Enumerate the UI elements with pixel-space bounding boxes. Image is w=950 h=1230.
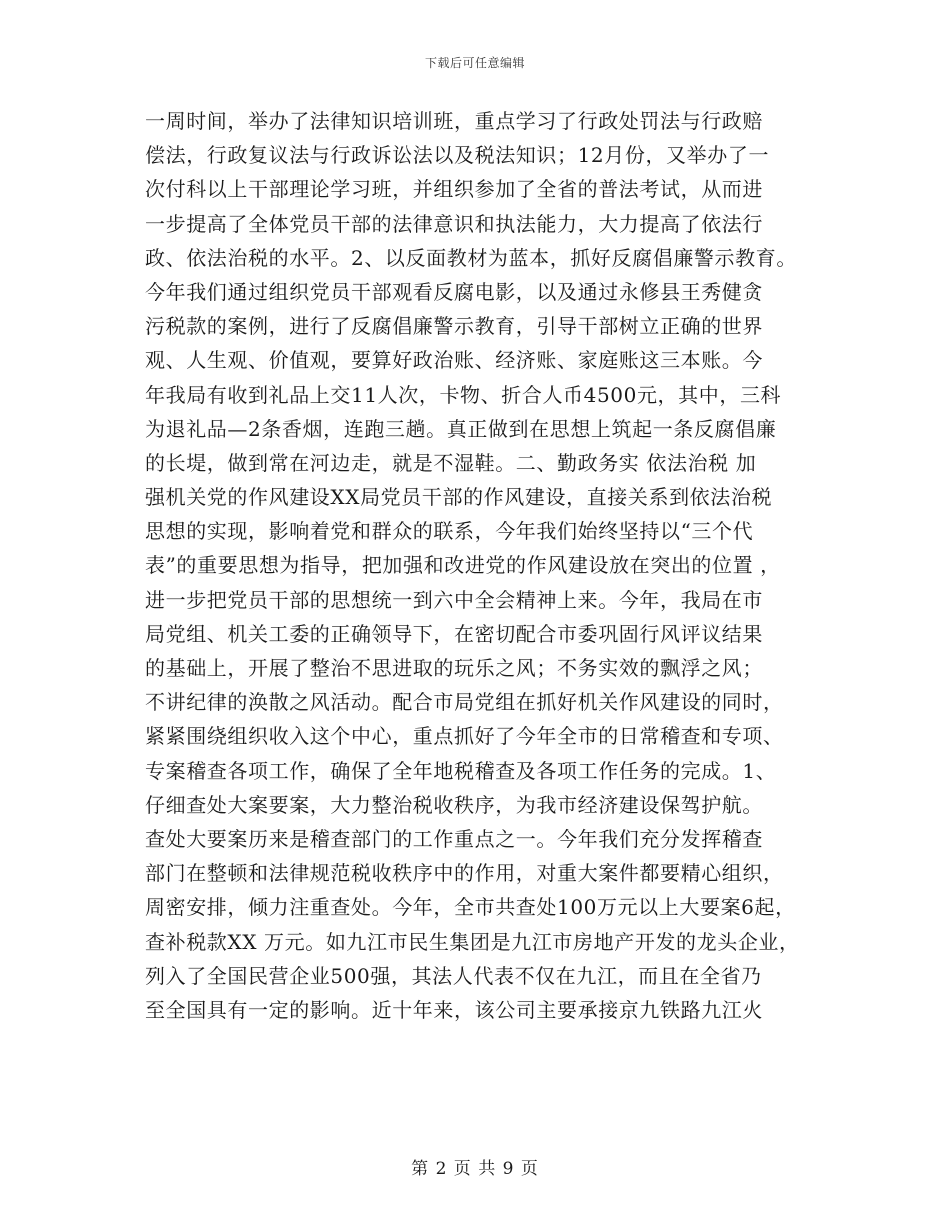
text-line: 一周时间，举办了法律知识培训班，重点学习了行政处罚法与行政赔 [145, 109, 763, 133]
text-line: 今年我们通过组织党员干部观看反腐电影，以及通过永修县王秀健贪 [145, 279, 763, 304]
text-line: 表”的重要思想为指导，把加强和改进党的作风建设放在突出的位置 ， [145, 553, 781, 578]
text-line: 周密安排，倾力注重查处。今年，全市共查处100万元以上大要案6起， [145, 895, 796, 920]
text-line: 进一步把党员干部的思想统一到六中全会精神上来。今年，我局在市 [145, 587, 763, 612]
text-line: 部门在整顿和法律规范税收秩序中的作用，对重大案件都要精心组织， [145, 861, 784, 886]
text-line: 年我局有收到礼品上交11人次，卡物、折合人币4500元，其中，三科 [145, 382, 782, 407]
text-line: 的基础上，开展了整治不思进取的玩乐之风；不务实效的飘浮之风； [145, 656, 763, 680]
text-line: 紧紧围绕组织收入这个中心，重点抓好了今年全市的日常稽查和专项、 [145, 724, 784, 749]
document-body [145, 104, 815, 1027]
text-line: 偿法，行政复议法与行政诉讼法以及税法知识；12月份，又举办了一 [145, 143, 770, 168]
text-line: 仔细查处大案要案，大力整治税收秩序，为我市经济建设保驾护航。 [145, 792, 763, 817]
text-line: 观、人生观、价值观，要算好政治账、经济账、家庭账这三本账。今 [145, 348, 763, 373]
text-line: 至全国具有一定的影响。近十年来，该公司主要承接京九铁路九江火 [145, 997, 763, 1022]
text-line: 污税款的案例，进行了反腐倡廉警示教育，引导干部树立正确的世界 [145, 314, 763, 339]
text-line: 专案稽查各项工作，确保了全年地税稽查及各项工作任务的完成。1、 [145, 758, 777, 783]
text-line: 查补税款XX 万元。如九江市民生集团是九江市房地产开发的龙头企业， [145, 929, 800, 954]
page-number-footer: 第 2 页 共 9 页 [411, 1159, 539, 1179]
text-line: 列入了全国民营企业500强，其法人代表不仅在九江，而且在全省乃 [145, 963, 762, 988]
text-line: 次付科以上干部理论学习班，并组织参加了全省的普法考试，从而进 [145, 177, 763, 202]
text-line: 思想的实现，影响着党和群众的联系，今年我们始终坚持以“三个代 [145, 519, 754, 544]
page-header-note: 下载后可任意编辑 [424, 56, 525, 70]
text-line: 为退礼品—2条香烟，连跑三趟。真正做到在思想上筑起一条反腐倡廉 [145, 416, 777, 441]
text-line: 不讲纪律的涣散之风活动。配合市局党组在抓好机关作风建设的同时， [145, 690, 784, 715]
text-line: 查处大要案历来是稽查部门的工作重点之一。今年我们充分发挥稽查 [145, 826, 763, 851]
text-line: 的长堤，做到常在河边走，就是不湿鞋。二、勤政务实 依法治税 加 [145, 450, 757, 475]
text-line: 强机关党的作风建设XX局党员干部的作风建设，直接关系到依法治税 [145, 485, 773, 510]
text-line: 政、依法治税的水平。2、以反面教材为蓝本，抓好反腐倡廉警示教育。 [145, 245, 797, 270]
text-line: 一步提高了全体党员干部的法律意识和执法能力，大力提高了依法行 [145, 211, 763, 236]
text-line: 局党组、机关工委的正确领导下，在密切配合市委巩固行风评议结果 [145, 621, 763, 646]
